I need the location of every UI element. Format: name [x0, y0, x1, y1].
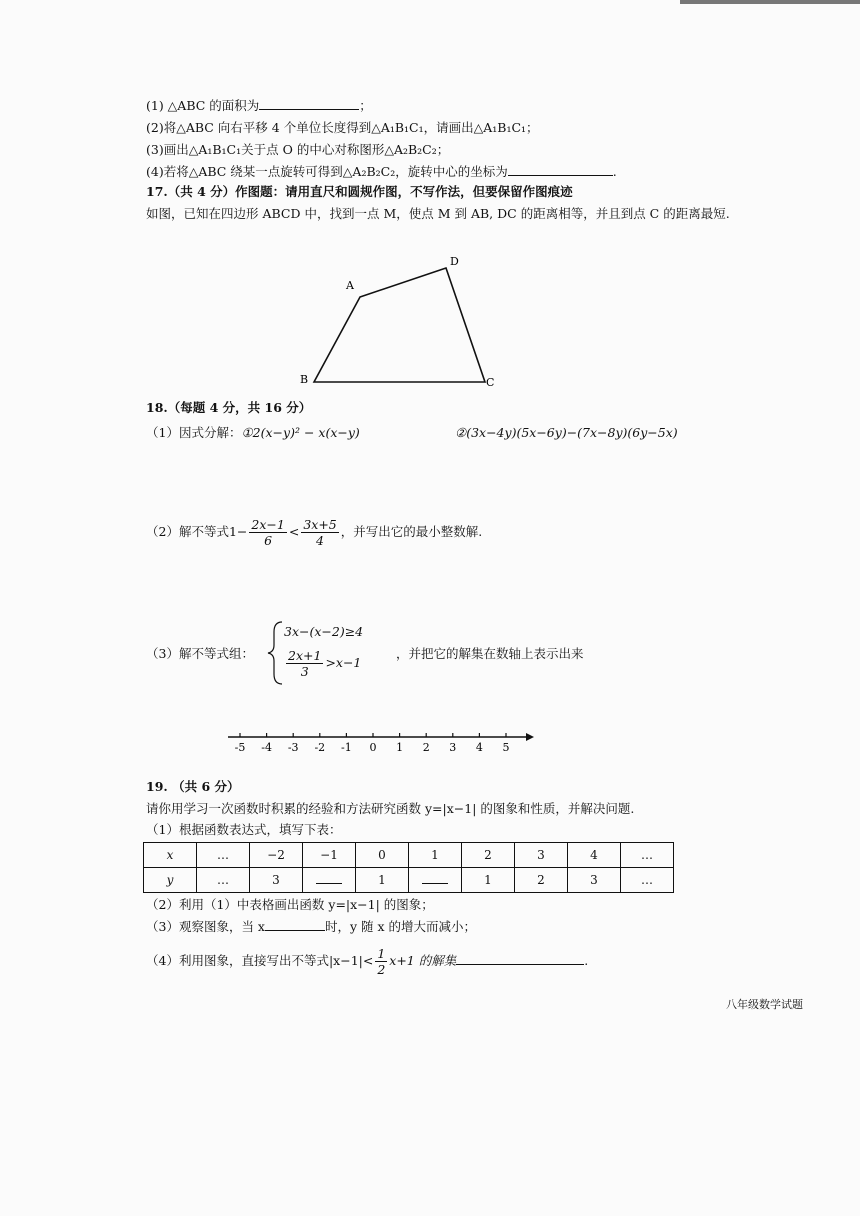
q18-expr2: ②(3x−4y)(5x−6y)−(7x−8y)(6y−5x) [455, 425, 678, 440]
number-line-label: 2 [422, 741, 430, 754]
fraction-3-den: 3 [300, 664, 309, 679]
vertex-label-c: C [486, 376, 495, 389]
table-cell-blank[interactable] [303, 868, 356, 893]
q19-part4-end: . [584, 953, 589, 968]
value-table [143, 842, 674, 893]
number-line-arrow [526, 733, 534, 741]
table-cell: 1 [356, 868, 409, 893]
fraction-1-num: 2x−1 [251, 517, 285, 532]
q17-text: 如图，已知在四边形 ABCD 中，找到一点 M，使点 M 到 AB, DC 的距离相等，并且到点 C 的距离最短. [146, 206, 730, 221]
number-line-label: 1 [396, 741, 404, 754]
quadrilateral-abcd [314, 268, 485, 382]
table-cell: 3 [250, 868, 303, 893]
table-cell: … [621, 868, 674, 893]
table-header-y: y [144, 868, 197, 893]
fraction-1 [249, 517, 286, 548]
q18-part3-label: （3）解不等式组： [146, 646, 254, 661]
q17-title: 17.（共 4 分）作图题：请用直尺和圆规作图，不写作法，但要保留作图痕迹 [146, 184, 573, 199]
number-line-label: -2 [314, 741, 326, 754]
table-row-y [144, 868, 674, 893]
number-line-ticks [235, 733, 510, 754]
q16-part3: (3)画出△A₁B₁C₁关于点 O 的中心对称图形△A₂B₂C₂； [146, 142, 450, 157]
table-cell: … [621, 843, 674, 868]
q18-part1-label: （1）因式分解： [146, 425, 242, 440]
answer-blank[interactable] [316, 873, 342, 884]
q18-part2-prefix: （2）解不等式1− [146, 524, 248, 539]
q19-part3-text: （3）观察图象，当 x [146, 919, 265, 934]
fraction-1-den: 6 [264, 533, 273, 548]
answer-blank[interactable] [265, 918, 325, 931]
number-line-label: 3 [449, 741, 457, 754]
system-brace [268, 622, 282, 684]
table-cell: 3 [568, 868, 621, 893]
vertex-label-b: B [300, 373, 309, 386]
fraction-4 [375, 946, 387, 977]
q18-part2 [146, 512, 482, 552]
q18-part2-suffix: ，并写出它的最小整数解. [340, 524, 483, 539]
table-cell: −2 [250, 843, 303, 868]
number-line-label: -4 [261, 741, 272, 754]
fraction-2-den: 4 [316, 533, 324, 548]
fraction-4-den: 2 [377, 962, 386, 977]
table-cell: … [197, 843, 250, 868]
q19-part2: （2）利用（1）中表格画出函数 y=|x−1| 的图象； [146, 897, 434, 912]
q19-part1: （1）根据函数表达式，填写下表： [146, 822, 342, 837]
table-cell-blank[interactable] [409, 868, 462, 893]
q19-part4-text: （4）利用图象，直接写出不等式|x−1|< [146, 953, 374, 968]
table-cell: 2 [462, 843, 515, 868]
vertex-label-a: A [346, 279, 354, 292]
fraction-3 [286, 648, 323, 679]
table-cell: 1 [409, 843, 462, 868]
table-row-x [144, 843, 674, 868]
table-cell: −1 [303, 843, 356, 868]
table-cell: 2 [515, 868, 568, 893]
q19-part4 [146, 943, 588, 979]
number-line-label: 0 [369, 741, 377, 754]
q16-part2: (2)将△ABC 向右平移 4 个单位长度得到△A₁B₁C₁，请画出△A₁B₁C₁； [146, 120, 539, 135]
q16-part1-end: ； [359, 98, 372, 113]
table-header-x: x [144, 843, 197, 868]
answer-blank[interactable] [456, 952, 584, 965]
q16-part4-end: . [612, 164, 617, 179]
number-line-label: 5 [502, 741, 510, 754]
answer-blank[interactable] [422, 873, 448, 884]
fraction-3-num: 2x+1 [288, 648, 322, 663]
q18-part1b [455, 424, 678, 442]
fraction-2-num: 3x+5 [303, 517, 337, 532]
system-line-2-rest: >x−1 [325, 655, 362, 670]
q18-part3-suffix: ，并把它的解集在数轴上表示出来 [396, 646, 584, 661]
table-cell: 3 [515, 843, 568, 868]
q19-part3 [146, 918, 476, 936]
q19-intro: 请你用学习一次函数时积累的经验和方法研究函数 y=|x−1| 的图象和性质，并解决问题. [146, 801, 635, 816]
table-cell: 4 [568, 843, 621, 868]
system-line-1: 3x−(x−2)≥4 [284, 624, 364, 639]
table-cell: 1 [462, 868, 515, 893]
table-cell: 0 [356, 843, 409, 868]
system-line-2 [284, 645, 361, 681]
number-line-label: -5 [234, 741, 246, 754]
q19-part4-mid: x+1 的解集 [389, 953, 457, 968]
q18-title: 18.（每题 4 分，共 16 分） [146, 400, 312, 415]
q18-part1 [146, 424, 360, 442]
q19-part3-end: 时，y 随 x 的增大而减小； [324, 919, 477, 934]
q18-expr1: ①2(x−y)² − x(x−y) [241, 425, 360, 440]
less-than-sign: < [288, 524, 300, 539]
number-line-label: 4 [475, 741, 483, 754]
number-line-label: -3 [287, 741, 299, 754]
q19-title: 19. （共 6 分） [146, 779, 240, 794]
page-footer: 八年级数学试题 [726, 998, 803, 1011]
q16-part1-text: (1) △ABC 的面积为 [146, 98, 260, 113]
fraction-4-num: 1 [377, 946, 386, 961]
fraction-2 [301, 517, 338, 548]
number-line-label: -1 [341, 741, 352, 754]
table-cell: … [197, 868, 250, 893]
q16-part4-text: (4)若将△ABC 绕某一点旋转可得到△A₂B₂C₂，旋转中心的坐标为 [146, 164, 508, 179]
vertex-label-d: D [450, 255, 459, 268]
